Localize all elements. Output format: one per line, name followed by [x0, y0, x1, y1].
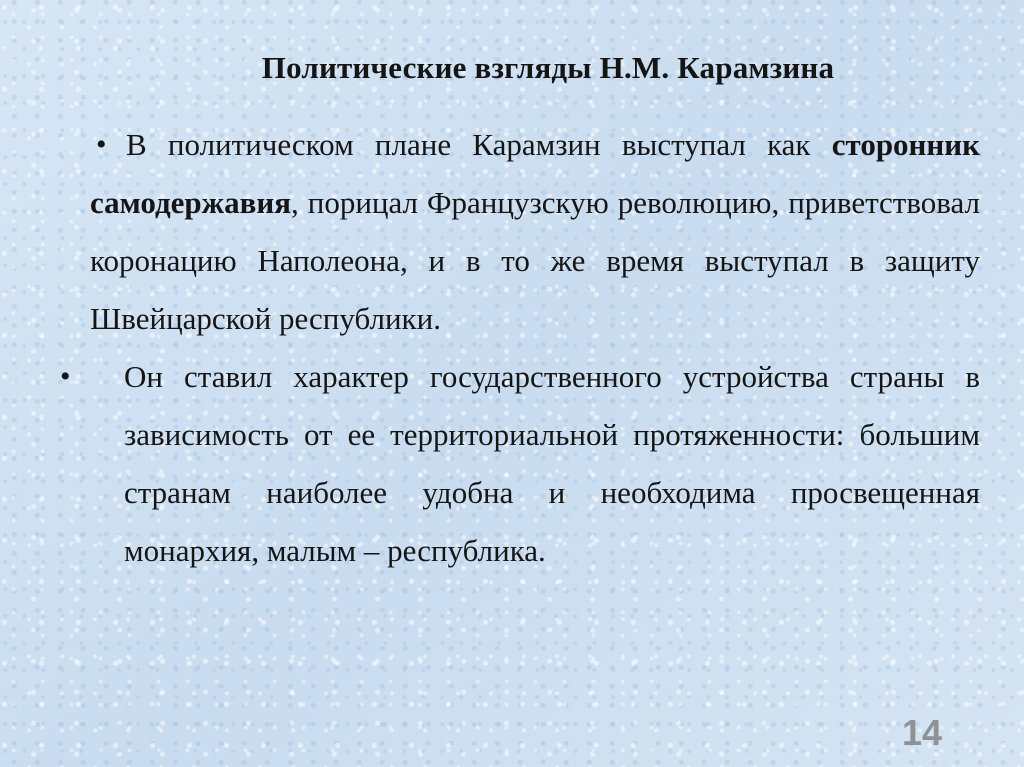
bullet-marker: • — [60, 360, 71, 393]
page-number: 14 — [902, 712, 943, 753]
bullet-item-territory — [60, 348, 980, 580]
bullet-text: Он ставил характер государственного устройства страны в зависимость от ее территориальной протяженности: большим странам наиболее удобна и необходима просвещенная монархия, малым – республика. — [124, 359, 980, 568]
bullet-list — [60, 116, 980, 580]
slide-title: Политические взгляды Н.М. Карамзина — [261, 50, 835, 85]
bullet-item-autocracy — [60, 116, 980, 348]
bullet-bold-phrase: сторонник самодержавия — [90, 127, 980, 220]
bullet-text-end: , порицал Французскую революцию, приветствовал коронацию Наполеона, и в то же время выступал в защиту Швейцарской республики. — [90, 185, 980, 336]
bullet-marker: • — [96, 128, 107, 161]
bullet-text-start: В политическом плане Карамзин выступал как — [126, 127, 832, 162]
